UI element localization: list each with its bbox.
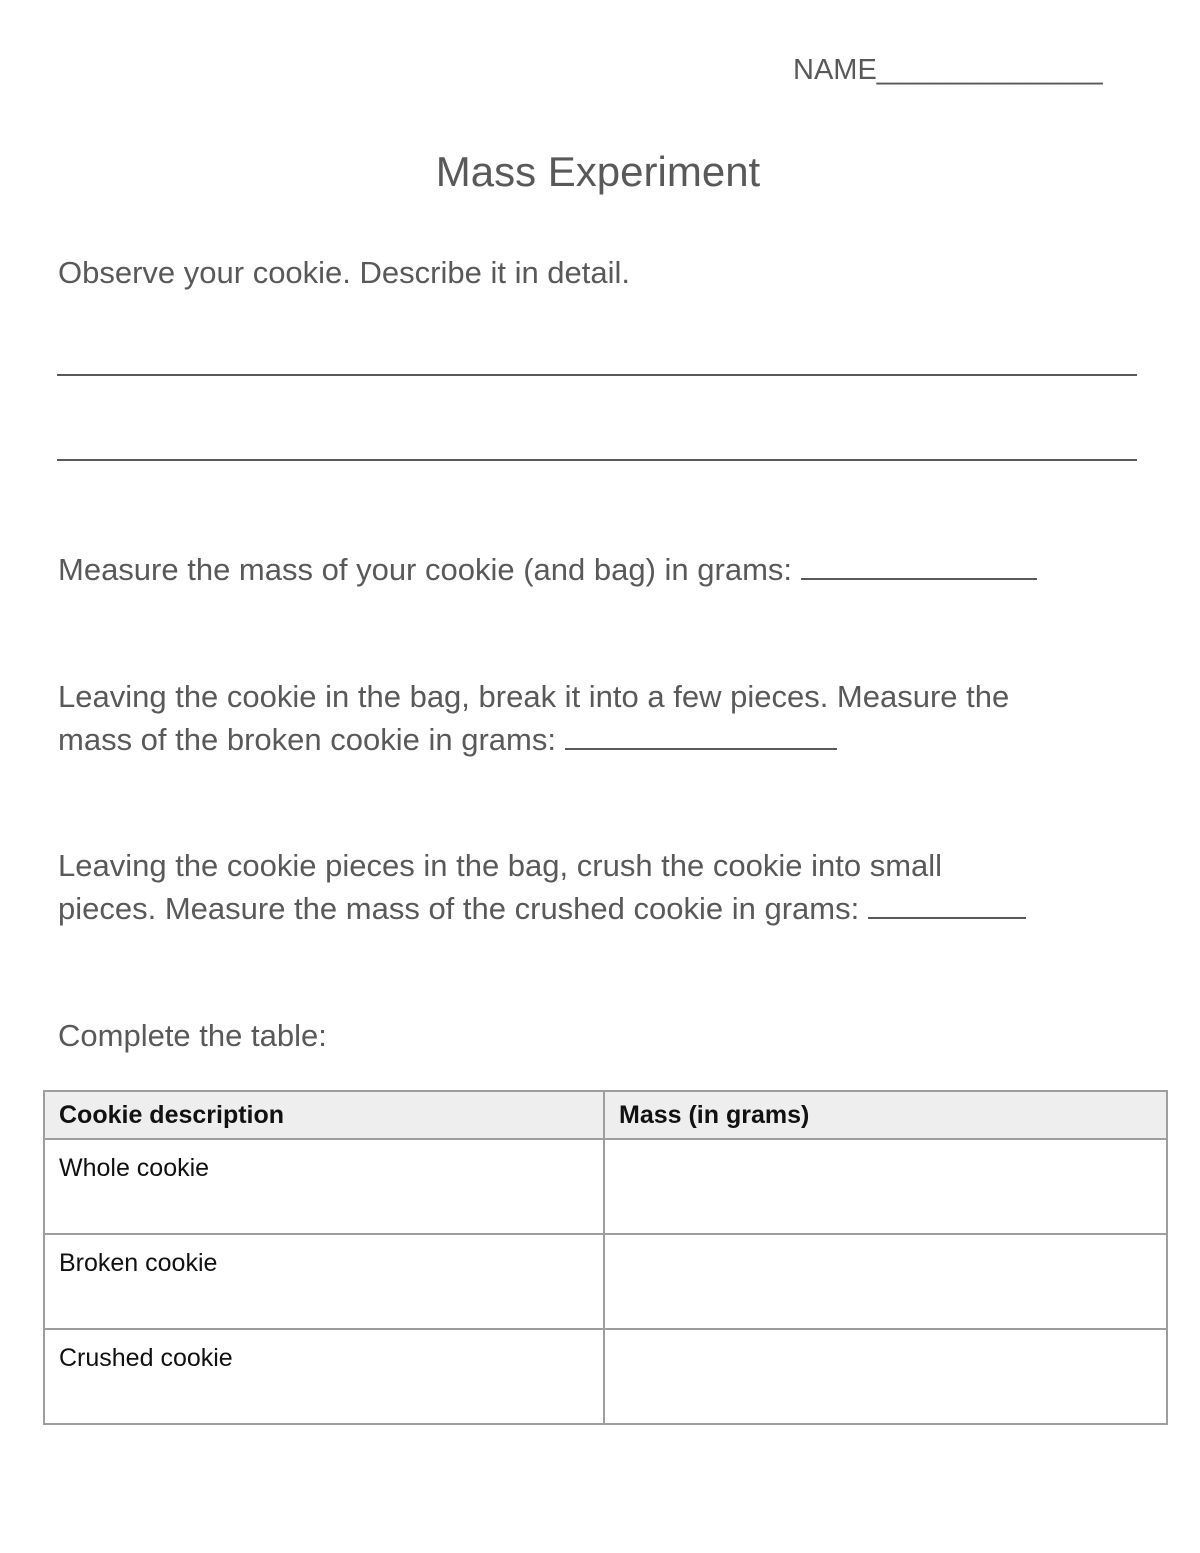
- table-row: [44, 1329, 1167, 1424]
- crushed-prompt: [58, 844, 1026, 930]
- table-header-row: [44, 1091, 1167, 1139]
- whole-mass-blank[interactable]: [801, 548, 1037, 580]
- description-answer-line-2[interactable]: [57, 459, 1137, 461]
- broken-prompt-line-2: [58, 718, 1009, 761]
- broken-mass-blank[interactable]: [565, 718, 837, 750]
- row-label-crushed: Crushed cookie: [44, 1329, 604, 1424]
- measure-whole-prompt: [58, 548, 1037, 591]
- broken-prompt: [58, 675, 1009, 761]
- name-label: NAME: [793, 54, 877, 86]
- table-row: [44, 1234, 1167, 1329]
- measure-whole-text: Measure the mass of your cookie (and bag) in grams:: [58, 552, 793, 587]
- broken-prompt-text: mass of the broken cookie in grams:: [58, 722, 556, 757]
- crushed-prompt-text: pieces. Measure the mass of the crushed cookie in grams:: [58, 891, 860, 926]
- crushed-prompt-line-1: Leaving the cookie pieces in the bag, crush the cookie into small: [58, 848, 943, 883]
- row-label-whole: Whole cookie: [44, 1139, 604, 1234]
- column-header-description: Cookie description: [44, 1091, 604, 1139]
- mass-cell-whole[interactable]: [604, 1139, 1167, 1234]
- column-header-mass: Mass (in grams): [604, 1091, 1167, 1139]
- name-field[interactable]: [793, 54, 1103, 87]
- description-answer-line-1[interactable]: [57, 374, 1137, 376]
- row-label-broken: Broken cookie: [44, 1234, 604, 1329]
- mass-cell-broken[interactable]: [604, 1234, 1167, 1329]
- crushed-prompt-line-2: [58, 887, 1026, 930]
- mass-table: [43, 1090, 1168, 1425]
- table-row: [44, 1139, 1167, 1234]
- page-title: Mass Experiment: [435, 148, 761, 195]
- observe-prompt: Observe your cookie. Describe it in detail.: [58, 255, 631, 290]
- name-blank[interactable]: ______________: [876, 54, 1103, 86]
- mass-cell-crushed[interactable]: [604, 1329, 1167, 1424]
- crushed-mass-blank[interactable]: [868, 887, 1026, 919]
- complete-table-prompt: Complete the table:: [58, 1018, 327, 1053]
- broken-prompt-line-1: Leaving the cookie in the bag, break it into a few pieces. Measure the: [58, 679, 1010, 714]
